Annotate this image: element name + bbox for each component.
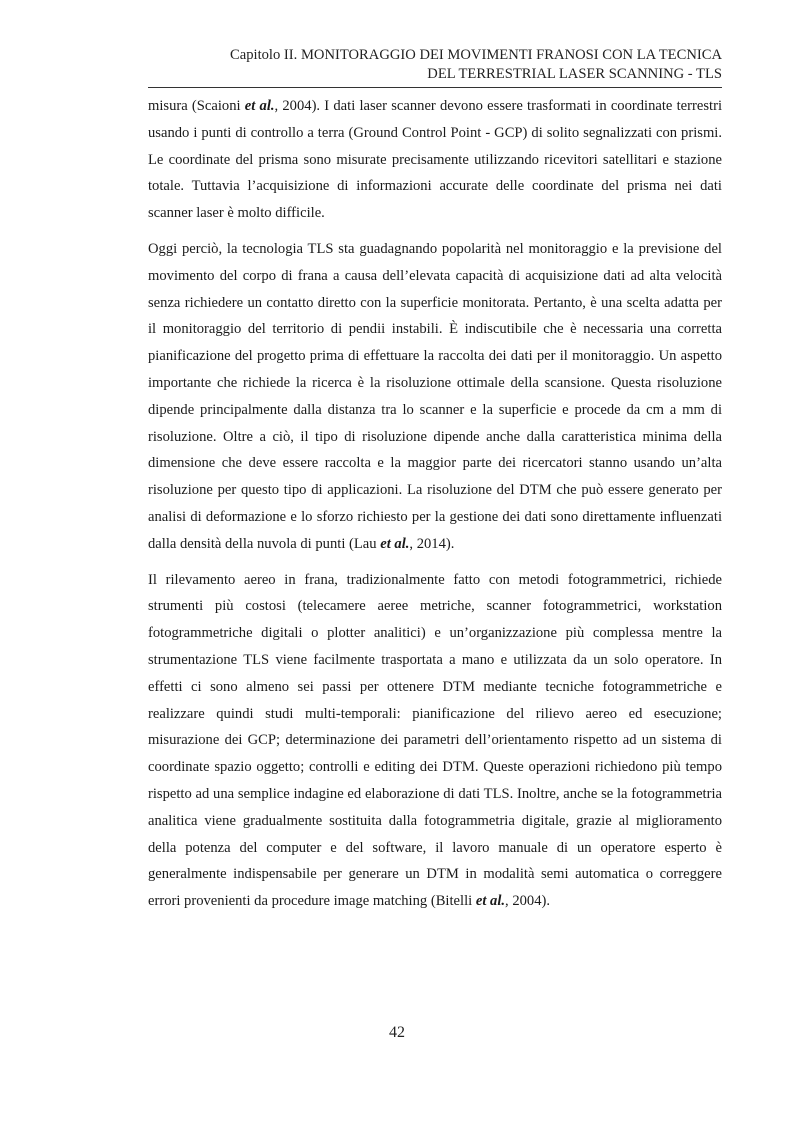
paragraph-text: Oggi perciò, la tecnologia TLS sta guadagnando popolarità nel monitoraggio e la previsione del movimento del corpo di frana a causa dell’elevata capacità di acquisizione dati ad alta velocità senza richiedere un contatto diretto con la superficie monitorata. Pertanto, è una scelta adatta per il monitoraggio del territorio di pendii instabili. È indiscutibile che è necessaria una corretta pianificazione del progetto prima di effettuare la raccolta dei dati per il monitoraggio. Un aspetto importante che richiede la ricerca è la risoluzione ottimale della scansione. Questa risoluzione dipende principalmente dalla distanza tra lo scanner e la superficie e procede da cm a mm di risoluzione. Oltre a ciò, il tipo di risoluzione dipende anche dalla caratteristica minima della dimensione che deve essere raccolta e la maggior parte dei ricercatori stanno usando un’alta risoluzione per questo tipo di applicazioni. La risoluzione del DTM che può essere generato per analisi di deformazione e lo sforzo richiesto per la gestione dei dati sono direttamente influenzati dalla densità della nuvola di punti (Lau [148, 240, 722, 552]
header-line-2: DEL TERRESTRIAL LASER SCANNING - TLS [427, 66, 722, 82]
paragraph-3 [148, 567, 722, 915]
page-number: 42 [389, 1024, 405, 1041]
paragraph-text: , 2004). [505, 893, 551, 910]
paragraph-text: , 2014). [409, 535, 455, 552]
citation-et-al: et al. [380, 535, 410, 552]
paragraph-text: Il rilevamento aereo in frana, tradizionalmente fatto con metodi fotogrammetrici, richiede strumenti più costosi (telecamere aeree metriche, scanner fotogrammetrici, workstation fotogrammetriche digitali o plotter analitici) e un’organizzazione più complessa mentre la strumentazione TLS viene facilmente trasportata a mano e utilizzata da un solo operatore. In effetti ci sono almeno sei passi per ottenere DTM mediante tecniche fotogrammetriche e realizzare quindi studi multi-temporali: pianificazione del rilievo aereo ed esecuzione; misurazione dei GCP; determinazione dei parametri dell’orientamento rispetto ad un sistema di coordinate spazio oggetto; controlli e editing dei DTM. Queste operazioni richiedono più tempo rispetto ad una semplice indagine ed elaborazione di dati TLS. Inoltre, anche se la fotogrammetria analitica viene gradualmente sostituita dalla fotogrammetria digitale, grazie al miglioramento della potenza del computer e del software, il lavoro manuale di un operatore esperto è generalmente indispensabile per generare un DTM in modalità semi automatica o correggere errori provenienti da procedure image matching (Bitelli [148, 571, 722, 910]
paragraph-text: misura (Scaioni [148, 98, 245, 114]
citation-et-al: et al. [244, 98, 275, 114]
paragraph-1 [148, 93, 722, 227]
running-header [148, 46, 722, 84]
citation-et-al: et al. [475, 893, 506, 910]
header-rule [148, 87, 722, 88]
paragraph-2 [148, 236, 722, 558]
body-text [148, 93, 722, 924]
paragraph-text: , 2004). I dati laser scanner devono essere trasformati in coordinate terrestri usando i punti di controllo a terra (Ground Control Point - GCP) di solito segnalizzati con prismi. Le coordinate del prisma sono misurate precisamente utilizzando ricevitori satellitari e stazione totale. Tuttavia l’acquisizione di informazioni accurate delle coordinate del prisma nei dati scanner laser è molto difficile. [148, 98, 722, 222]
header-line-1: Capitolo II. MONITORAGGIO DEI MOVIMENTI FRANOSI CON LA TECNICA [230, 47, 722, 63]
